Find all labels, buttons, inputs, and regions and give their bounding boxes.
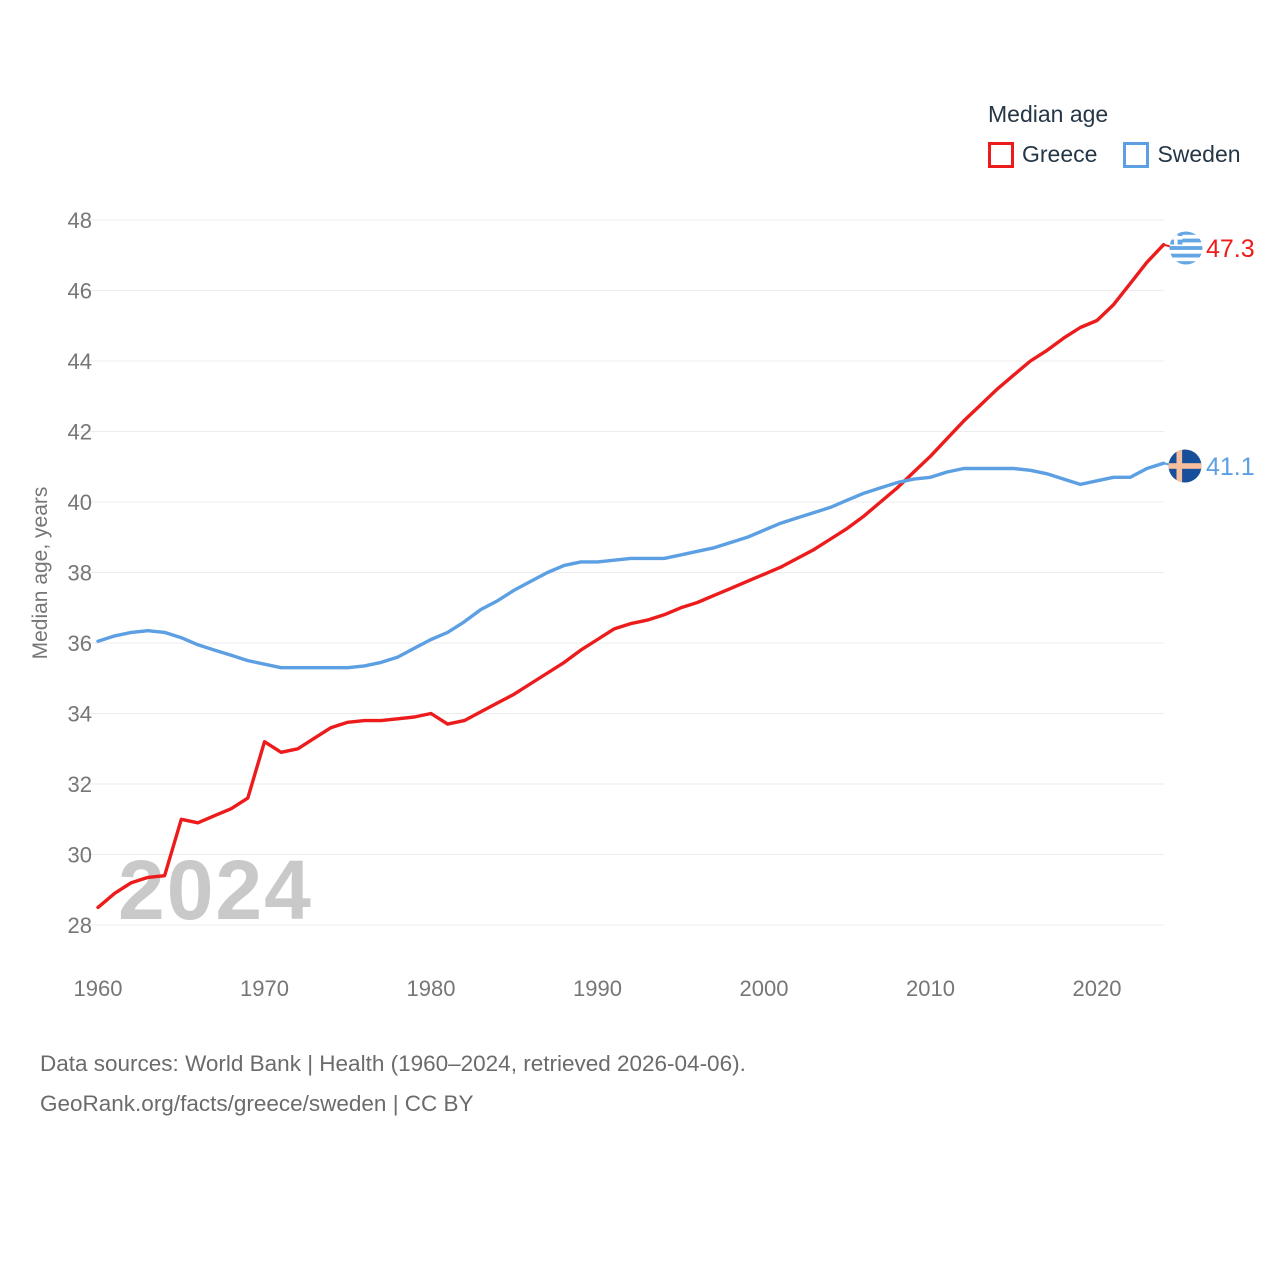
y-tick-label: 30 <box>67 842 92 868</box>
y-tick-label: 28 <box>67 913 92 938</box>
x-tick-label: 2000 <box>739 976 789 1001</box>
gridlines <box>72 220 1164 925</box>
x-tick-label: 1960 <box>73 976 123 1001</box>
greece-flag-icon <box>1169 231 1203 265</box>
series-lines <box>98 245 1176 908</box>
y-axis-title: Median age, years <box>29 486 52 660</box>
y-tick-label: 34 <box>67 701 92 727</box>
chart-footer <box>40 1044 746 1124</box>
legend <box>988 101 1241 168</box>
greece-swatch <box>988 142 1014 168</box>
watermark-year: 2024 <box>118 843 313 937</box>
x-tick-label: 1970 <box>240 976 289 1001</box>
y-tick-label: 38 <box>67 560 92 586</box>
sweden-flag-icon <box>1168 449 1202 483</box>
y-tick-label: 46 <box>67 278 92 304</box>
x-tick-label: 1980 <box>406 976 456 1001</box>
x-tick-label: 2010 <box>906 976 955 1001</box>
y-tick-label: 40 <box>67 490 92 515</box>
x-tick-label: 2020 <box>1072 976 1122 1001</box>
sweden-swatch <box>1123 142 1149 168</box>
sweden-line <box>98 463 1164 668</box>
legend-item-sweden[interactable] <box>1123 141 1240 168</box>
greece-end-value: 47.3 <box>1206 235 1255 263</box>
y-tick-label: 44 <box>67 349 92 374</box>
sweden-legend-label: Sweden <box>1157 141 1241 167</box>
data-sources-line: Data sources: World Bank | Health (1960–2024, retrieved 2026-04-06). <box>40 1051 746 1076</box>
legend-item-greece[interactable] <box>988 141 1097 168</box>
x-tick-label: 1990 <box>573 976 622 1001</box>
legend-items <box>988 141 1241 168</box>
sweden-end-value: 41.1 <box>1206 453 1255 481</box>
y-tick-label: 36 <box>67 631 92 656</box>
legend-title: Median age <box>988 101 1109 127</box>
attribution-line: GeoRank.org/facts/greece/sweden | CC BY <box>40 1091 474 1116</box>
greece-legend-label: Greece <box>1022 141 1098 167</box>
y-tick-label: 32 <box>67 772 92 797</box>
y-tick-label: 48 <box>67 208 92 233</box>
greece-line <box>98 245 1164 908</box>
y-tick-label: 42 <box>67 419 92 445</box>
